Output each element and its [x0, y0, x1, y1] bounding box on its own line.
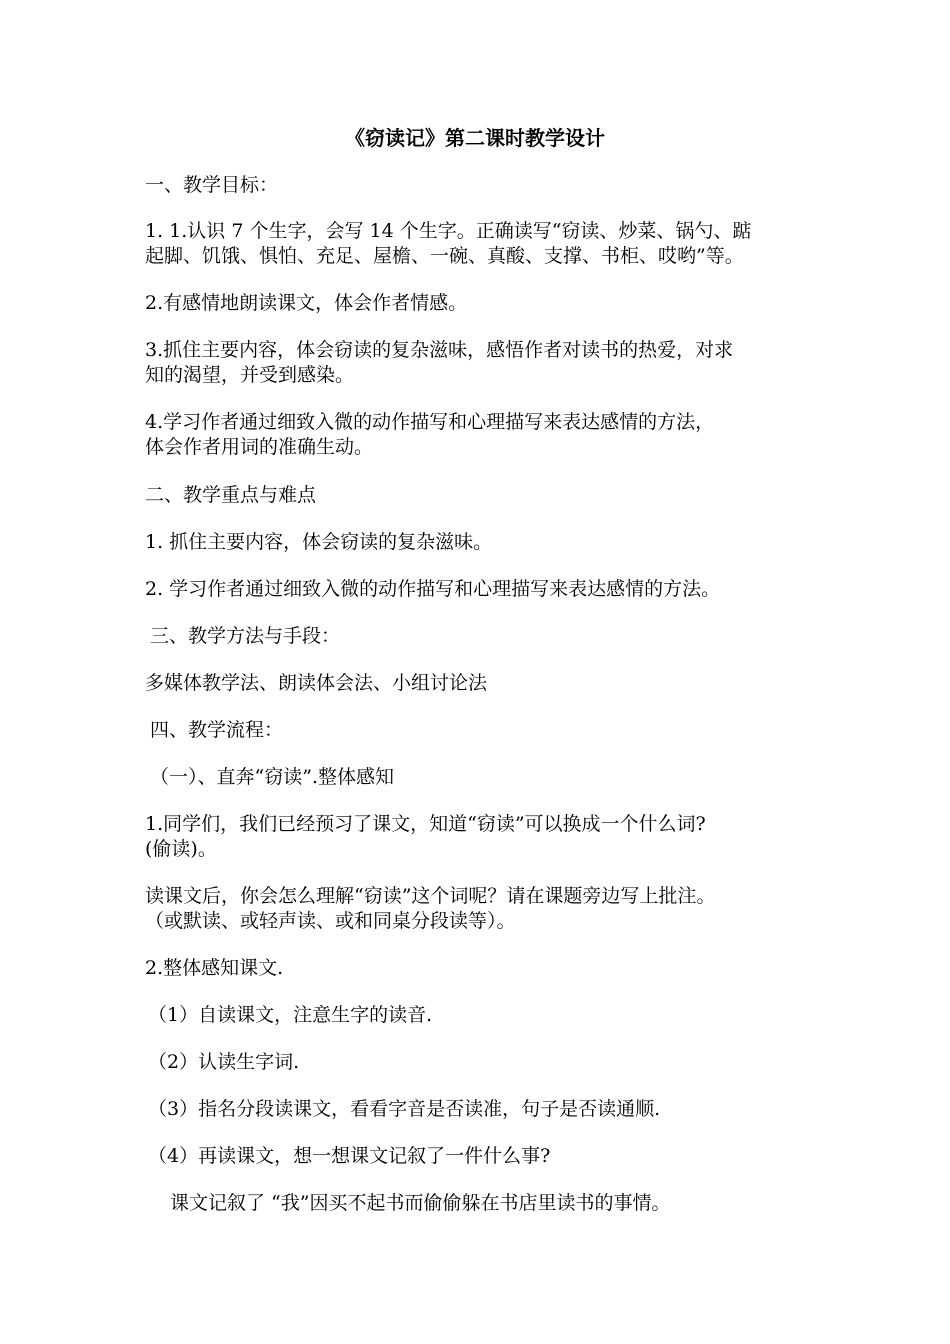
- answer-text: 课文记叙了 “我”因买不起书而偷偷躲在书店里读书的事情。: [170, 1192, 671, 1214]
- keypoint-1: 1. 抓住主要内容，体会窃读的复杂滋味。: [145, 531, 493, 553]
- methods-heading: 三、教学方法与手段：: [150, 625, 341, 647]
- goal-2: 2.有感情地朗读课文，体会作者情感。: [145, 292, 468, 314]
- step-1-paragraph-1-line-2: (偷读)。: [145, 838, 217, 860]
- goal-4-line-1: 4.学习作者通过细致入微的动作描写和心理描写来表达感情的方法，: [145, 411, 715, 433]
- step-1-paragraph-2: [145, 884, 825, 934]
- goal-3-line-1: 3.抓住主要内容，体会窃读的复杂滋味，感悟作者对读书的热爱，对求: [145, 339, 734, 361]
- goal-4-line-2: 体会作者用词的准确生动。: [145, 436, 374, 458]
- keypoint-2: 2. 学习作者通过细致入微的动作描写和心理描写来表达感情的方法。: [145, 578, 721, 600]
- goal-1: [145, 219, 825, 269]
- goal-1-line-2: 起脚、饥饿、惧怕、充足、屋檐、一碗、真酸、支撑、书柜、哎哟”等。: [145, 245, 744, 267]
- keypoints-heading: 二、教学重点与难点: [145, 484, 317, 506]
- methods-text: 多媒体教学法、朗读体会法、小组讨论法: [145, 672, 488, 694]
- sub-step-2: （2）认读生字词.: [148, 1051, 300, 1073]
- goal-1-line-1: 1. 1.认识 7 个生字，会写 14 个生字。正确读写“窃读、炒菜、锅勺、踮: [145, 220, 752, 242]
- goal-3-line-2: 知的渴望，并受到感染。: [145, 364, 355, 386]
- goal-4: [145, 410, 825, 460]
- document-title: 《窃读记》第二课时教学设计: [345, 126, 605, 150]
- sub-step-4: （4）再读课文，想一想课文记叙了一件什么事?: [148, 1145, 551, 1167]
- step-1-paragraph-2-line-2: （或默读、或轻声读、或和同桌分段读等）。: [145, 910, 516, 932]
- process-heading: 四、教学流程：: [150, 719, 284, 741]
- step-1-paragraph-1-line-1: 1.同学们，我们已经预习了课文，知道“窃读”可以换成一个什么词?: [145, 813, 706, 835]
- goal-3: [145, 338, 825, 388]
- step-2: 2.整体感知课文.: [145, 957, 284, 979]
- goals-heading: 一、教学目标：: [145, 174, 279, 196]
- step-1-paragraph-1: [145, 812, 825, 862]
- step-1-paragraph-2-line-1: 读课文后，你会怎么理解“窃读”这个词呢？请在课题旁边写上批注。: [145, 885, 716, 907]
- sub-step-3: （3）指名分段读课文，看看字音是否读准，句子是否读通顺.: [148, 1098, 661, 1120]
- sub-step-1: （1）自读课文，注意生字的读音.: [148, 1004, 433, 1026]
- step-1-heading: （一）、直奔“窃读”.整体感知: [150, 766, 394, 788]
